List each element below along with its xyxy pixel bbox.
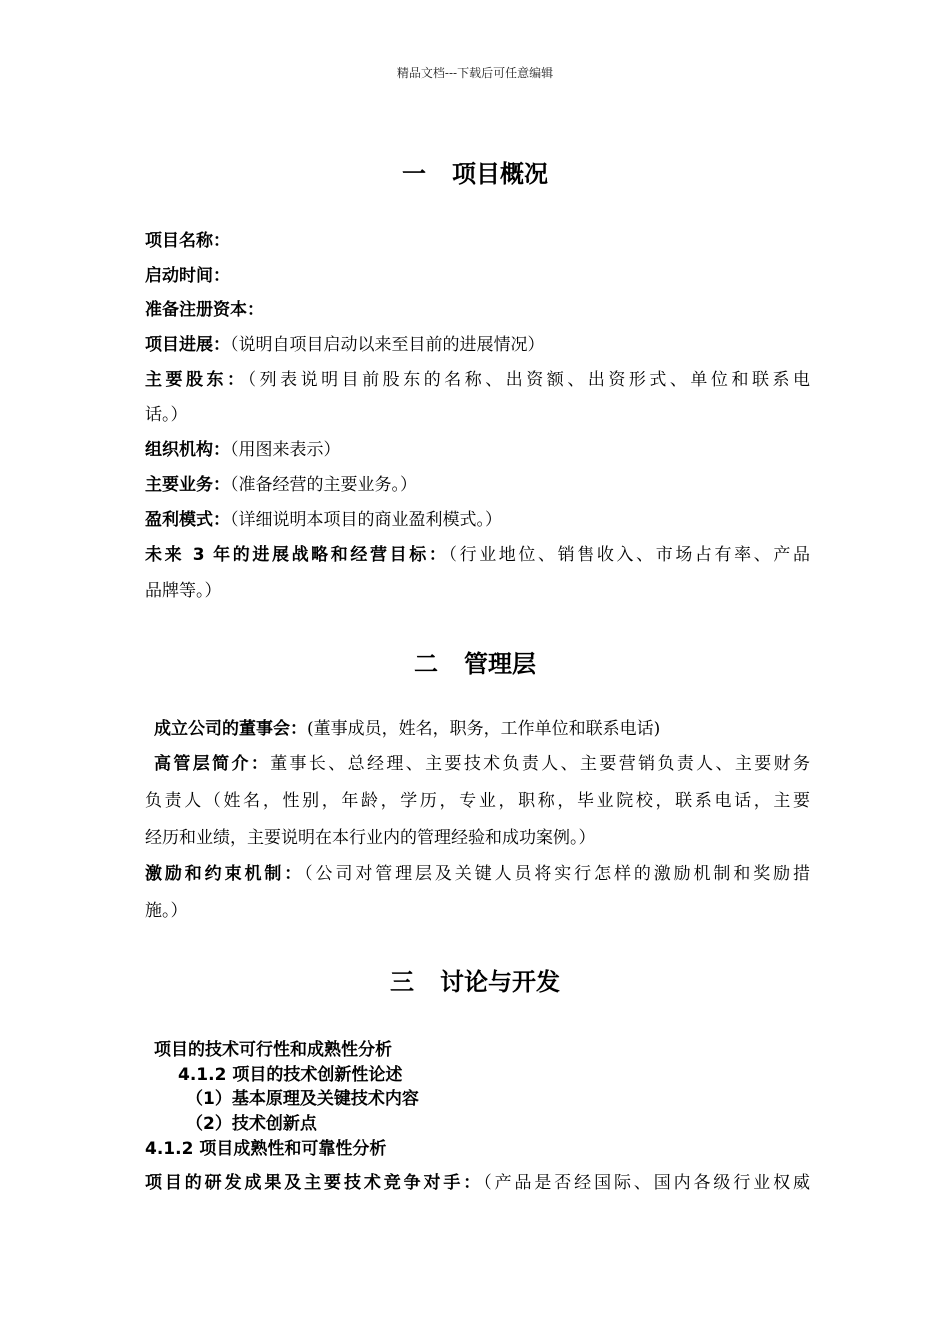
profit-model-label: 盈利模式： (145, 510, 230, 530)
profit-model-text: （详细说明本项目的商业盈利模式。） (230, 510, 502, 530)
rd-results-label: 项目的研发成果及主要技术竞争对手： (145, 1173, 484, 1193)
project-progress-text: （说明自项目启动以来至目前的进展情况） (230, 335, 545, 355)
executives-label: 高管层简介： (154, 754, 271, 774)
tech-innovation-heading: 4.1.2 项目的技术创新性论述 (178, 1065, 403, 1085)
organization-line (145, 432, 810, 468)
board-label: 成立公司的董事会： (154, 719, 307, 739)
strategy-label: 未来 3 年的进展战略和经营目标： (145, 545, 449, 565)
executives-line (154, 746, 810, 782)
strategy-continuation: 品牌等。） (145, 581, 222, 601)
registered-capital-line: 准备注册资本： (145, 300, 264, 320)
incentive-label: 激励和约束机制： (145, 864, 305, 884)
project-name-line: 项目名称： (145, 231, 230, 251)
executives-continuation-1: 负责人（姓名，性别，年龄，学历，专业，职称，毕业院校，联系电话，主要 (145, 791, 810, 811)
shareholders-continuation: 话。） (145, 405, 188, 425)
page-header: 精品文档---下载后可任意编辑 (396, 66, 554, 80)
project-progress-line (145, 327, 810, 363)
section-3-number: 三 (390, 968, 414, 996)
incentive-continuation: 施。） (145, 901, 188, 921)
incentive-text: （公司对管理层及关键人员将实行怎样的激励机制和奖励措 (304, 864, 811, 884)
shareholders-label: 主要股东： (145, 370, 248, 390)
executives-continuation-2: 经历和业绩，主要说明在本行业内的管理经验和成功案例。） (145, 828, 596, 848)
section-3-title: 讨论与开发 (440, 968, 560, 996)
section-2-heading (0, 644, 950, 679)
section-2-number: 二 (414, 650, 438, 678)
incentive-line (145, 856, 810, 892)
main-business-label: 主要业务： (145, 475, 230, 495)
rd-results-text: （产品是否经国际、国内各级行业权威 (483, 1173, 811, 1193)
rd-results-line (145, 1165, 810, 1201)
maturity-heading: 4.1.2 项目成熟性和可靠性分析 (145, 1139, 387, 1159)
profit-model-line (145, 502, 810, 538)
organization-label: 组织机构： (145, 440, 230, 460)
section-2-title: 管理层 (464, 650, 536, 678)
principle-heading: （1）基本原理及关键技术内容 (186, 1089, 419, 1109)
section-1-heading (0, 154, 950, 189)
board-line (154, 711, 819, 747)
organization-text: （用图来表示） (230, 440, 341, 460)
tech-feasibility-heading: 项目的技术可行性和成熟性分析 (154, 1040, 392, 1060)
section-1-title: 项目概况 (452, 160, 548, 188)
main-business-line (145, 467, 810, 503)
section-3-heading (0, 962, 950, 997)
board-text: (董事成员，姓名，职务，工作单位和联系电话) (307, 719, 661, 739)
shareholders-text: （列表说明目前股东的名称、出资额、出资形式、单位和联系电 (247, 370, 810, 390)
project-progress-label: 项目进展： (145, 335, 230, 355)
main-business-text: （准备经营的主要业务。） (230, 475, 417, 495)
strategy-text: （行业地位、销售收入、市场占有率、产品 (448, 545, 810, 565)
shareholders-line (145, 362, 810, 398)
innovation-point-heading: （2）技术创新点 (186, 1114, 317, 1134)
start-time-line: 启动时间： (145, 266, 230, 286)
strategy-line (145, 537, 810, 573)
section-1-number: 一 (402, 160, 426, 188)
executives-text: 董事长、总经理、主要技术负责人、主要营销负责人、主要财务 (270, 754, 811, 774)
